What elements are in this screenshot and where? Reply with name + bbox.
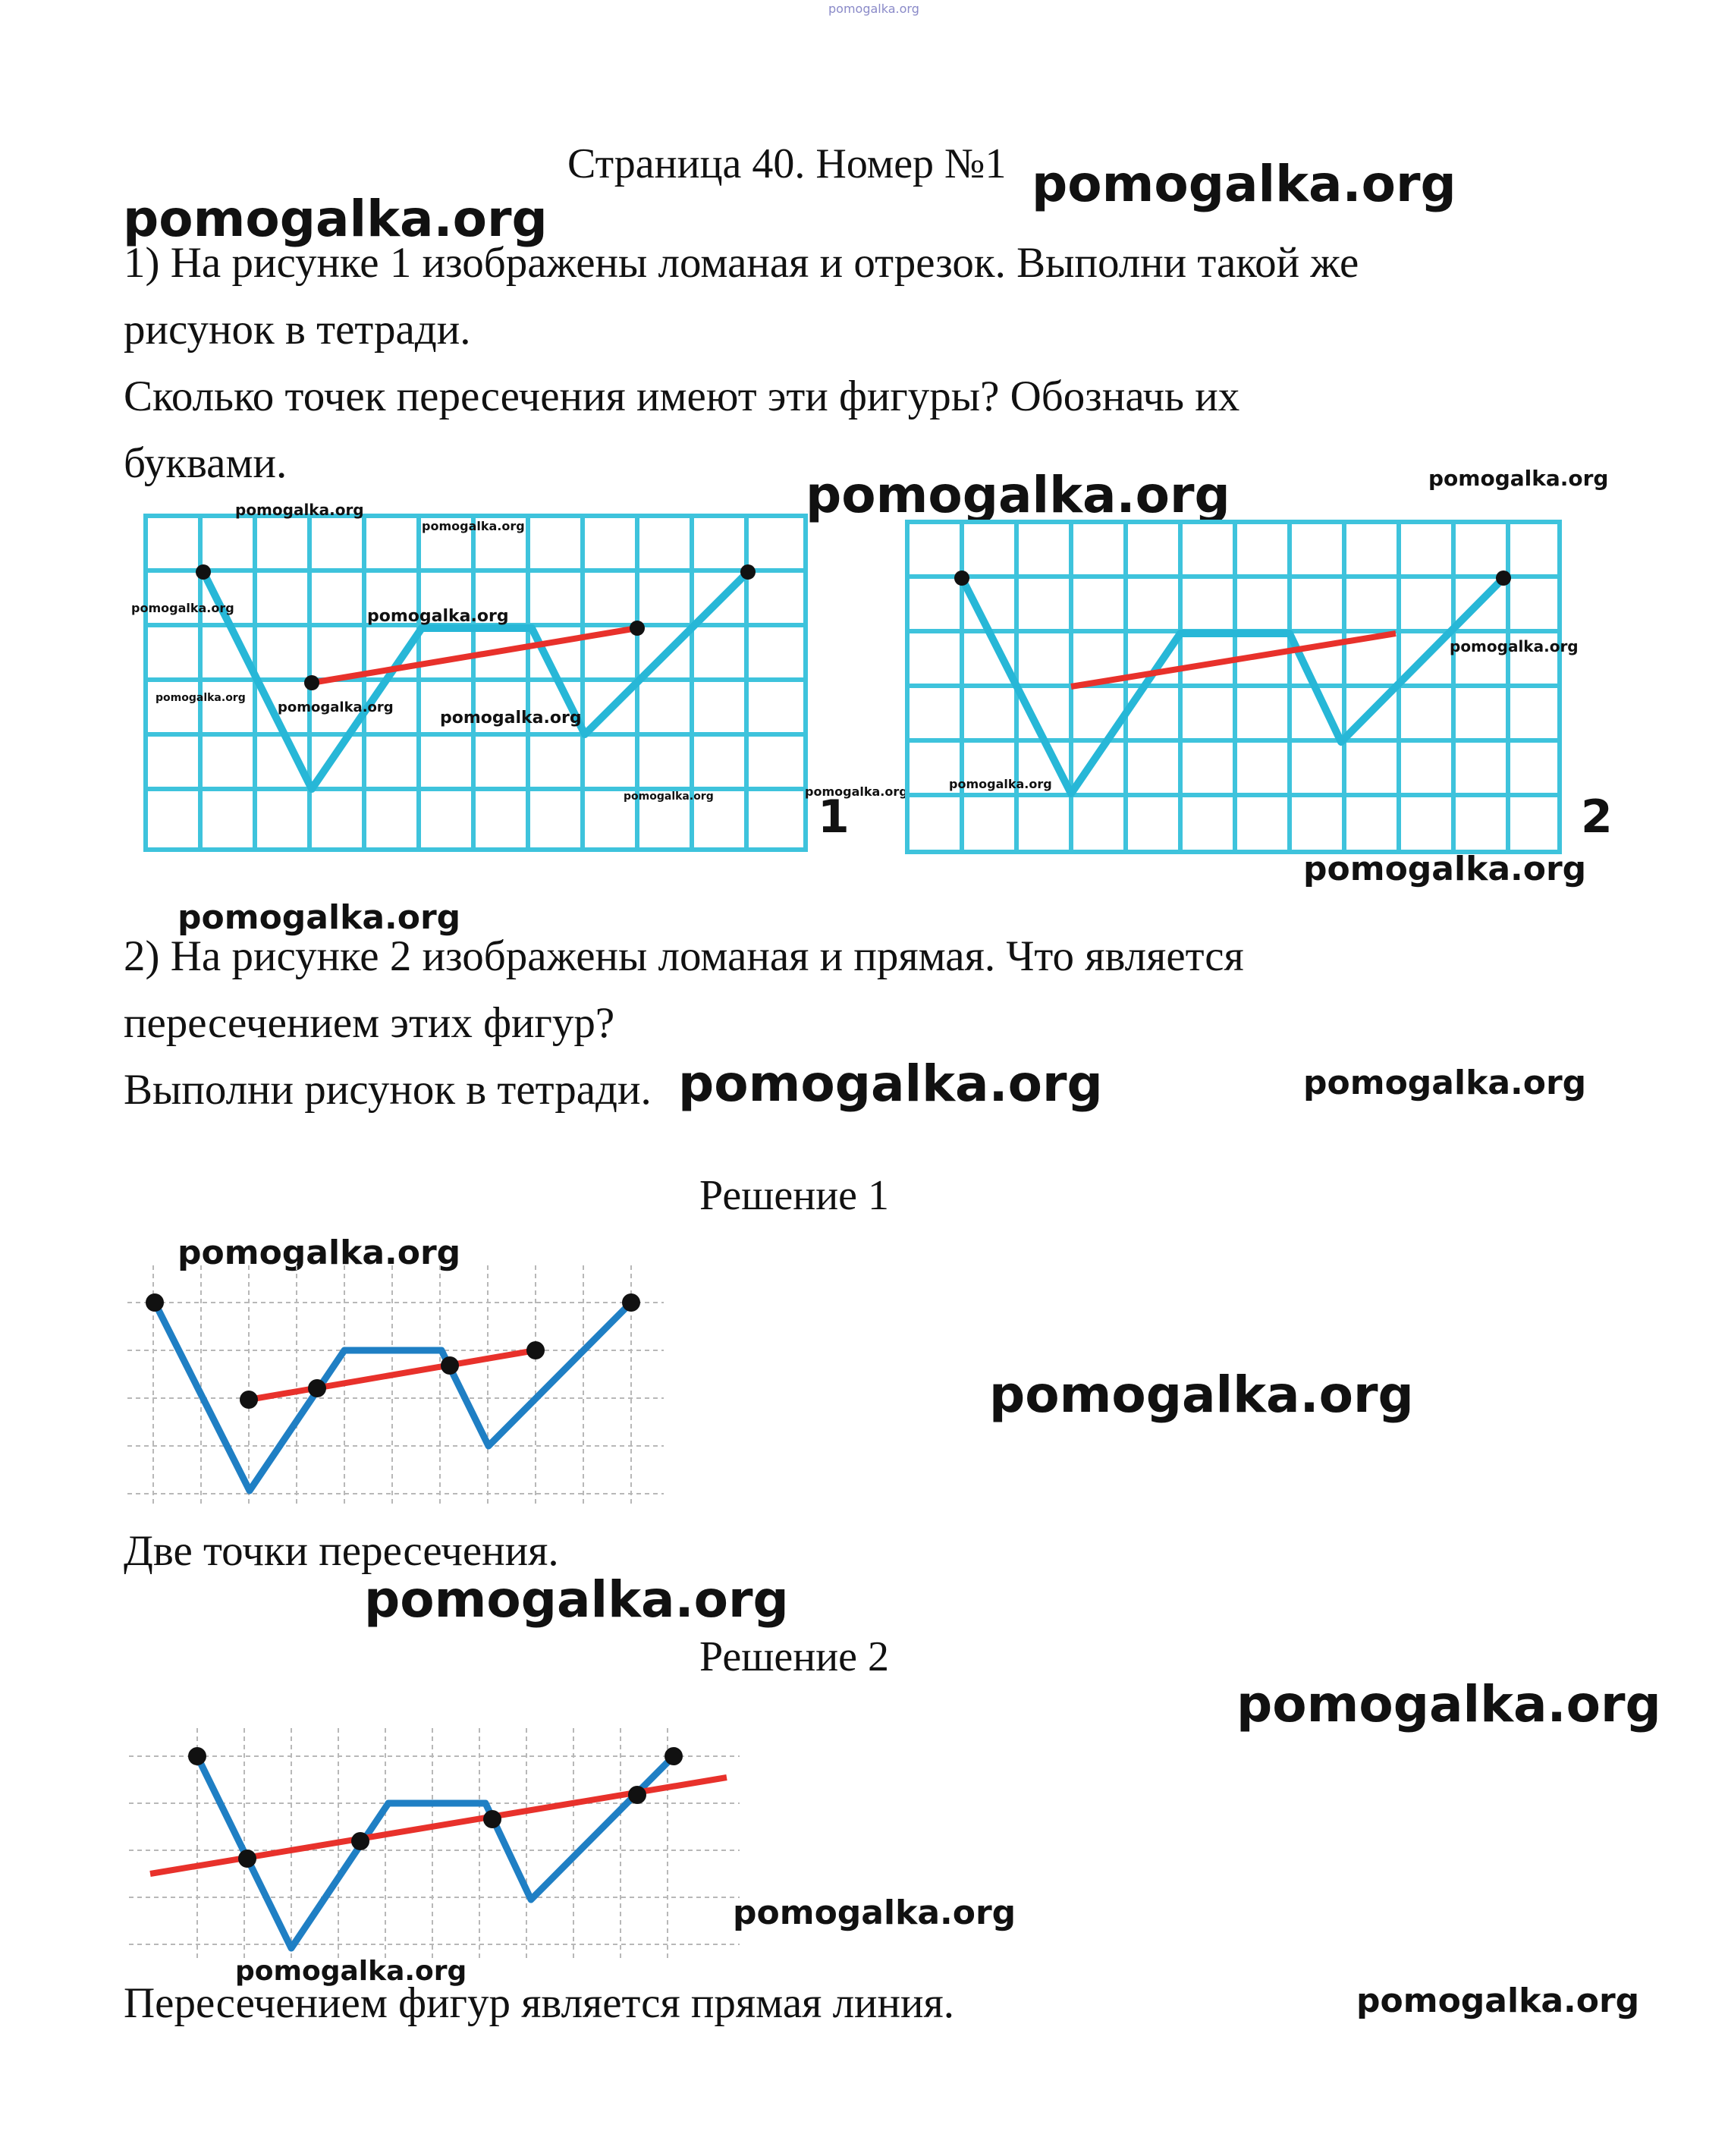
solution1-intersection [441,1356,459,1375]
figure-2-point [954,570,969,586]
watermark: pomogalka.org [1032,155,1456,213]
solution2-intersection [351,1832,369,1850]
header-watermark: pomogalka.org [828,2,919,16]
page-title: Страница 40. Номер №1 [567,140,1007,187]
solution1-title: Решение 1 [699,1172,890,1219]
figure-2-point [1496,570,1511,586]
watermark: pomogalka.org [440,709,582,728]
watermark: pomogalka.org [1450,637,1579,655]
watermark: pomogalka.org [235,501,364,519]
watermark: pomogalka.org [178,898,461,937]
figure-1 [141,508,824,857]
solution2-grid [129,1728,740,1959]
solution1-answer: Две точки пересечения. [124,1527,559,1575]
watermark: pomogalka.org [806,466,1230,524]
watermark: pomogalka.org [1303,850,1587,888]
task1-line4: буквами. [124,439,287,487]
figure-1-point [740,564,756,580]
watermark: pomogalka.org [367,607,509,626]
solution1-intersection [308,1379,326,1397]
figure-2-number: 2 [1581,790,1613,844]
watermark: pomogalka.org [949,777,1052,791]
watermark: pomogalka.org [178,1234,461,1272]
watermark: pomogalka.org [123,190,548,248]
watermark: pomogalka.org [624,790,714,803]
watermark: pomogalka.org [156,692,246,704]
watermark: pomogalka.org [422,519,525,533]
solution2-answer: Пересечением фигур является прямая линия. [124,1979,955,2027]
solution1-point [622,1293,640,1312]
solution2-intersection [238,1850,256,1868]
figure-1-number: 1 [818,790,850,844]
watermark: pomogalka.org [1303,1064,1587,1102]
watermark: pomogalka.org [805,784,908,799]
watermark: pomogalka.org [733,1894,1016,1932]
task2-line3: Выполни рисунок в тетради. [124,1066,652,1114]
watermark: pomogalka.org [278,699,394,715]
task2-line1: 2) На рисунке 2 изображены ломаная и прямая. Что является [124,932,1244,980]
watermark: pomogalka.org [131,601,234,615]
watermark: pomogalka.org [989,1366,1414,1424]
solution2-title: Решение 2 [699,1633,890,1680]
task1-line1: 1) На рисунке 1 изображены ломаная и отрезок. Выполни такой же [124,239,1359,287]
solution2-intersection [483,1810,501,1828]
watermark: pomogalka.org [1356,1982,1640,2020]
watermark: pomogalka.org [1428,466,1609,491]
watermark: pomogalka.org [1236,1675,1661,1733]
task2-line2: пересечением этих фигур? [124,999,615,1047]
figure-2-grid [907,522,1560,852]
watermark: pomogalka.org [235,1956,467,1987]
solution1-point [240,1391,258,1409]
solution1-grid [127,1265,664,1504]
task1-line3: Сколько точек пересечения имеют эти фигуры? Обозначь их [124,372,1240,420]
solution2-point [188,1747,206,1765]
solution1-polyline [155,1303,631,1491]
figure-2 [903,516,1578,857]
solution1-point [146,1293,164,1312]
figure-1-point [630,621,645,636]
watermark: pomogalka.org [364,1570,789,1629]
solution1-point [526,1341,545,1359]
solution1-figure [121,1259,675,1510]
figure-1-point [304,675,319,690]
solution2-point [664,1747,683,1765]
solution2-intersection [628,1786,646,1804]
watermark: pomogalka.org [678,1054,1103,1113]
solution2-figure [121,1722,743,1965]
figure-1-point [196,564,211,580]
task1-line2: рисунок в тетради. [124,306,471,354]
